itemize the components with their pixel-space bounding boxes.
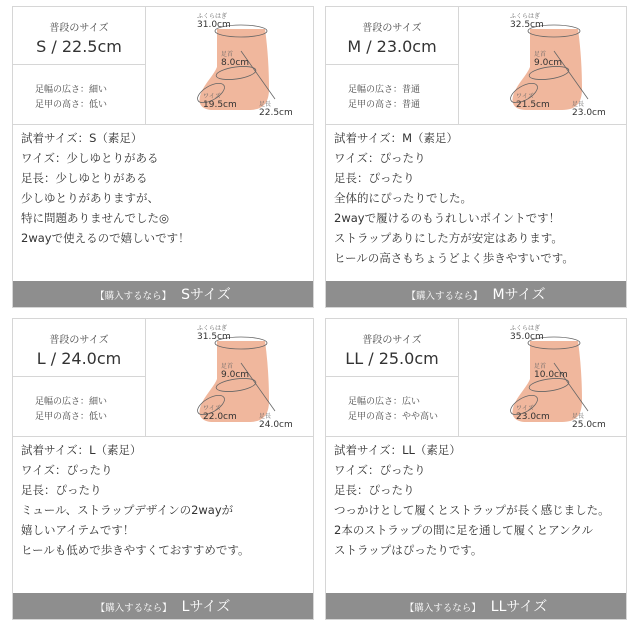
foot-measurement-diagram — [470, 323, 620, 433]
usual-size-value: M / 23.0cm — [347, 37, 437, 56]
description-line: 足長：ぴったり — [21, 483, 102, 497]
divider — [326, 376, 458, 377]
wise-caption: ワイズ — [203, 405, 221, 412]
buy-size-button[interactable] — [13, 281, 313, 307]
description-line: 足長：ぴったり — [334, 483, 415, 497]
description-line: 足長：少しゆとりがある — [21, 171, 148, 185]
length-caption: 足長 — [259, 413, 272, 420]
calf-caption: ふくらはぎ — [197, 325, 228, 332]
buy-prefix: 【購入するなら】 — [95, 603, 172, 614]
foot-width-stat: 足幅の広さ：細い — [35, 85, 108, 95]
description-line: 特に問題ありませんでした◎ — [21, 211, 170, 225]
calf-measurement — [197, 325, 231, 342]
foot-measurement-diagram — [470, 11, 620, 121]
description-line: ワイズ：ぴったり — [21, 463, 113, 477]
length-caption: 足長 — [259, 101, 272, 108]
ankle-measurement — [221, 51, 249, 68]
length-measurement — [259, 413, 293, 430]
usual-size-panel — [326, 7, 459, 124]
length-value: 24.0cm — [259, 420, 293, 430]
ankle-caption: 足首 — [534, 51, 547, 58]
usual-size-value: LL / 25.0cm — [345, 349, 439, 368]
usual-size-label: 普段のサイズ — [49, 335, 109, 346]
wise-value: 21.5cm — [516, 100, 550, 110]
foot-measurement-diagram — [157, 323, 307, 433]
size-review-card — [325, 6, 627, 308]
calf-measurement — [510, 325, 544, 342]
instep-height-stat: 足甲の高さ：低い — [35, 100, 108, 110]
foot-width-stat: 足幅の広さ：細い — [35, 397, 108, 407]
length-measurement — [572, 413, 606, 430]
divider — [13, 64, 145, 65]
length-measurement — [259, 101, 293, 118]
usual-size-value: L / 24.0cm — [36, 349, 122, 368]
ankle-value: 9.0cm — [221, 370, 250, 380]
wise-measurement — [203, 93, 237, 110]
description-line: 嬉しいアイテムです！ — [21, 523, 135, 537]
calf-caption: ふくらはぎ — [510, 325, 541, 332]
description-line: 足長：ぴったり — [334, 171, 415, 185]
description-line: ミュール、ストラップデザインの2wayが — [21, 503, 234, 517]
length-value: 25.0cm — [572, 420, 606, 430]
usual-size-label: 普段のサイズ — [362, 335, 422, 346]
fitting-description — [21, 440, 309, 560]
description-line: 試着サイズ：S（素足） — [21, 131, 143, 145]
size-review-card — [12, 318, 314, 620]
wise-value: 22.0cm — [203, 412, 237, 422]
wise-caption: ワイズ — [203, 93, 221, 100]
instep-height-stat: 足甲の高さ：普通 — [348, 100, 421, 110]
usual-size-value: S / 22.5cm — [36, 37, 122, 56]
description-line: ワイズ：ぴったり — [334, 151, 426, 165]
description-line: 全体的にぴったりでした。 — [334, 191, 472, 205]
ankle-value: 8.0cm — [221, 58, 250, 68]
card-header — [326, 7, 626, 125]
wise-value: 19.5cm — [203, 100, 237, 110]
ankle-caption: 足首 — [534, 363, 547, 370]
calf-caption: ふくらはぎ — [510, 13, 541, 20]
usual-size-panel — [13, 7, 146, 124]
description-line: 試着サイズ：M（素足） — [334, 131, 459, 145]
buy-size-button[interactable] — [13, 593, 313, 619]
wise-value: 23.0cm — [516, 412, 550, 422]
usual-size-label: 普段のサイズ — [362, 23, 422, 34]
description-line: 試着サイズ：L（素足） — [21, 443, 142, 457]
ankle-caption: 足首 — [221, 51, 234, 58]
wise-caption: ワイズ — [516, 93, 534, 100]
divider — [13, 376, 145, 377]
size-review-card — [12, 6, 314, 308]
instep-height-stat: 足甲の高さ：やや高い — [348, 412, 439, 422]
foot-width-stat: 足幅の広さ：広い — [348, 397, 421, 407]
length-value: 23.0cm — [572, 108, 606, 118]
buy-size-label: Mサイズ — [492, 287, 546, 303]
description-line: ワイズ：ぴったり — [334, 463, 426, 477]
description-line: 少しゆとりがありますが、 — [21, 191, 159, 205]
description-line: 試着サイズ：LL（素足） — [334, 443, 461, 457]
wise-measurement — [516, 405, 550, 422]
fitting-description — [334, 440, 622, 560]
description-line: 2wayで使えるので嬉しいです！ — [21, 231, 190, 245]
buy-size-button[interactable] — [326, 593, 626, 619]
buy-size-label: Sサイズ — [181, 287, 231, 303]
size-review-card — [325, 318, 627, 620]
fitting-description — [334, 128, 622, 268]
ankle-value: 10.0cm — [534, 370, 568, 380]
description-line: ヒールの高さもちょうどよく歩きやすいです。 — [334, 251, 574, 265]
buy-prefix: 【購入するなら】 — [404, 603, 481, 614]
instep-height-stat: 足甲の高さ：低い — [35, 412, 108, 422]
calf-value: 35.0cm — [510, 332, 544, 342]
description-line: ヒールも低めで歩きやすくておすすめです。 — [21, 543, 250, 557]
calf-caption: ふくらはぎ — [197, 13, 228, 20]
ankle-measurement — [534, 51, 562, 68]
length-value: 22.5cm — [259, 108, 293, 118]
calf-value: 31.5cm — [197, 332, 231, 342]
buy-prefix: 【購入するなら】 — [95, 291, 172, 302]
usual-size-panel — [326, 319, 459, 436]
buy-prefix: 【購入するなら】 — [406, 291, 483, 302]
calf-measurement — [510, 13, 544, 30]
card-header — [13, 319, 313, 437]
buy-size-label: Lサイズ — [181, 599, 231, 615]
description-line: ストラップありにした方が安定はあります。 — [334, 231, 563, 245]
description-line: ワイズ：少しゆとりがある — [21, 151, 159, 165]
wise-measurement — [203, 405, 237, 422]
length-caption: 足長 — [572, 101, 585, 108]
card-header — [13, 7, 313, 125]
length-caption: 足長 — [572, 413, 585, 420]
length-measurement — [572, 101, 606, 118]
card-header — [326, 319, 626, 437]
description-line: つっかけとして履くとストラップが長く感じました。 — [334, 503, 610, 517]
foot-width-stat: 足幅の広さ：普通 — [348, 85, 421, 95]
ankle-caption: 足首 — [221, 363, 234, 370]
foot-measurement-diagram — [157, 11, 307, 121]
description-line: 2wayで履けるのもうれしいポイントです！ — [334, 211, 561, 225]
description-line: 2本のストラップの間に足を通して履くとアンクル — [334, 523, 594, 537]
usual-size-label: 普段のサイズ — [49, 23, 109, 34]
ankle-measurement — [534, 363, 568, 380]
ankle-measurement — [221, 363, 249, 380]
buy-size-button[interactable] — [326, 281, 626, 307]
divider — [326, 64, 458, 65]
calf-value: 32.5cm — [510, 20, 544, 30]
ankle-value: 9.0cm — [534, 58, 563, 68]
wise-caption: ワイズ — [516, 405, 534, 412]
calf-measurement — [197, 13, 231, 30]
usual-size-panel — [13, 319, 146, 436]
buy-size-label: LLサイズ — [490, 599, 548, 615]
fitting-description — [21, 128, 309, 248]
calf-value: 31.0cm — [197, 20, 231, 30]
wise-measurement — [516, 93, 550, 110]
description-line: ストラップはぴったりです。 — [334, 543, 483, 557]
